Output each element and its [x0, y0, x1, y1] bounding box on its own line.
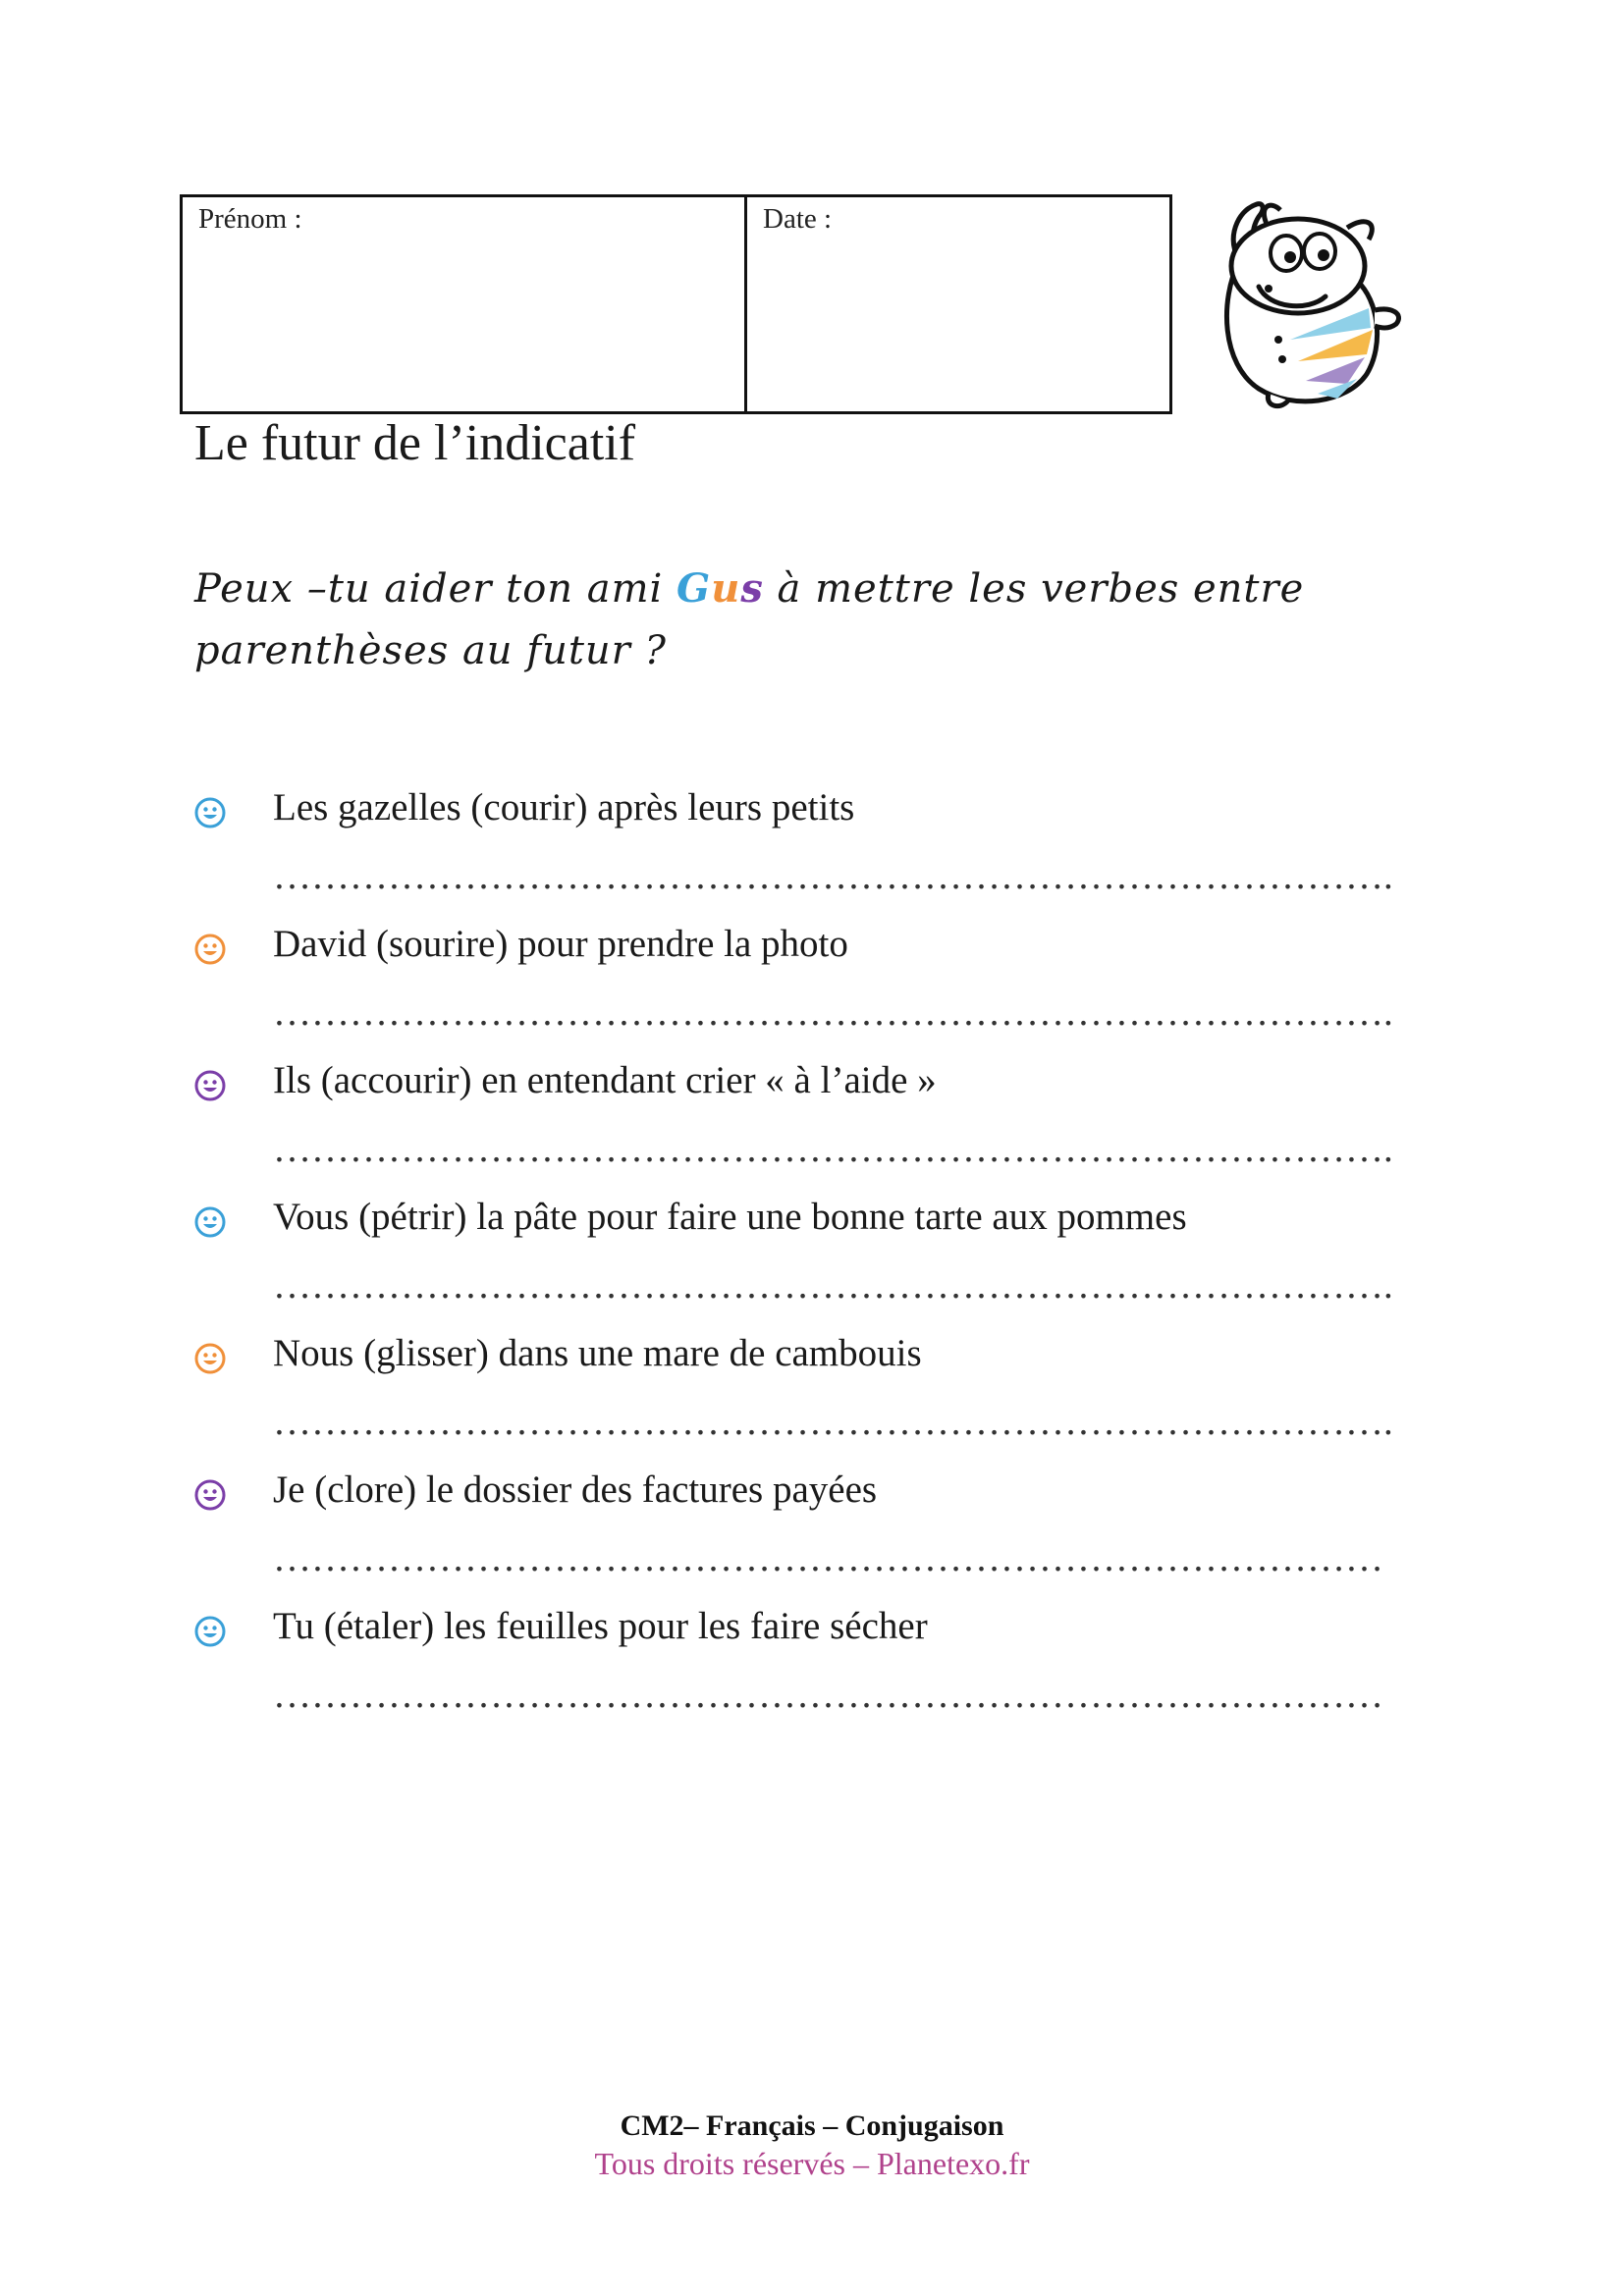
- answer-line[interactable]: ……………………………………………………………………………: [273, 1674, 1383, 1716]
- smiley-icon: [194, 797, 226, 828]
- exercise-item: [194, 785, 1422, 922]
- answer-line[interactable]: …………………………………………………………………………….: [273, 1128, 1393, 1170]
- smiley-icon: [194, 1206, 226, 1238]
- exercise-sentence: Vous (pétrir) la pâte pour faire une bonne tarte aux pommes: [273, 1196, 1187, 1238]
- prenom-field[interactable]: [183, 197, 747, 411]
- answer-line[interactable]: …………………………………………………………………………….: [273, 1264, 1393, 1307]
- smiley-icon: [194, 1479, 226, 1511]
- gus-letter-g: G: [677, 565, 712, 612]
- smiley-icon: [194, 1343, 226, 1374]
- footer-course: CM2– Français – Conjugaison: [620, 2109, 1004, 2142]
- answer-line[interactable]: …………………………………………………………………………….: [273, 1401, 1393, 1443]
- answer-line[interactable]: …………………………………………………………………………….: [273, 855, 1393, 897]
- student-info-box: [180, 194, 1172, 414]
- smiley-icon: [194, 1616, 226, 1647]
- answer-line[interactable]: …………………………………………………………………………….: [273, 991, 1393, 1034]
- exercise-item: [194, 1058, 1422, 1195]
- exercise-item: [194, 1195, 1422, 1331]
- prenom-label: Prénom :: [198, 203, 302, 235]
- date-label: Date :: [763, 203, 833, 235]
- instruction-line2: parenthèses au futur ?: [194, 628, 667, 673]
- date-field[interactable]: [747, 197, 1169, 411]
- exercise-item: [194, 922, 1422, 1058]
- exercise-sentence: David (sourire) pour prendre la photo: [273, 923, 848, 965]
- exercise-item: [194, 1468, 1422, 1604]
- footer-copyright: Tous droits réservés – Planetexo.fr: [594, 2146, 1030, 2181]
- gus-mascot-icon: [1200, 192, 1416, 418]
- exercise-sentence: Les gazelles (courir) après leurs petits: [273, 786, 855, 828]
- exercise-item: [194, 1331, 1422, 1468]
- gus-letter-s: s: [740, 565, 764, 612]
- smiley-icon: [194, 1070, 226, 1101]
- instruction-part1: Peux –tu aider ton ami: [194, 566, 677, 612]
- exercise-sentence: Nous (glisser) dans une mare de cambouis: [273, 1332, 922, 1374]
- exercise-sentence: Ils (accourir) en entendant crier « à l’aide »: [273, 1059, 937, 1101]
- exercise-sentence: Je (clore) le dossier des factures payées: [273, 1468, 878, 1511]
- instruction-text: [194, 558, 1373, 682]
- exercise-sentence: Tu (étaler) les feuilles pour les faire sécher: [273, 1605, 928, 1647]
- page-title: Le futur de l’indicatif: [194, 415, 636, 471]
- instruction-part2: à mettre les verbes entre: [763, 566, 1305, 612]
- exercise-item: [194, 1604, 1422, 1740]
- smiley-icon: [194, 934, 226, 965]
- gus-letter-u: u: [711, 565, 741, 612]
- answer-line[interactable]: ……………………………………………………………………………: [273, 1537, 1383, 1579]
